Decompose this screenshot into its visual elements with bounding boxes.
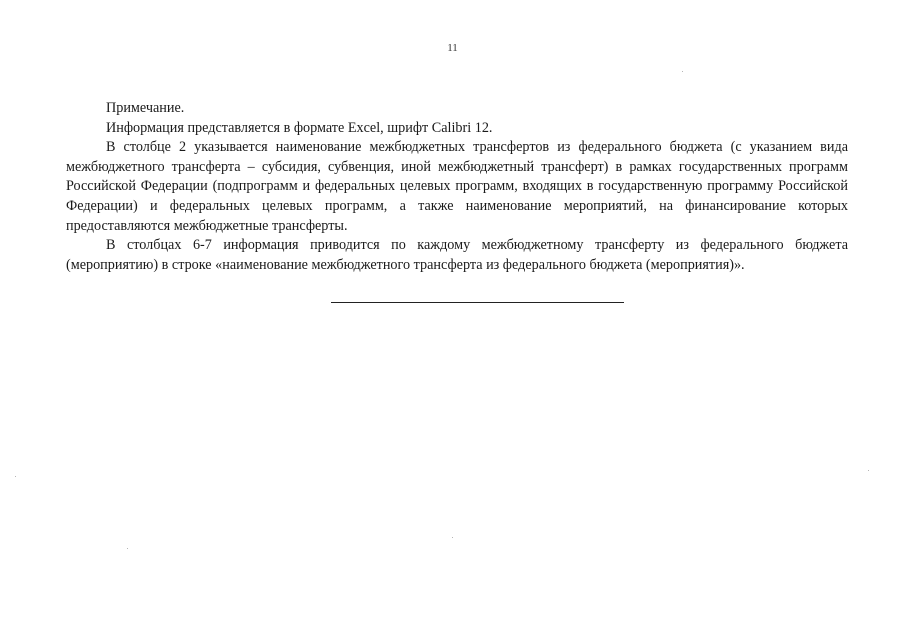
page-number: 11	[447, 42, 458, 54]
scan-speck	[868, 470, 869, 471]
scan-speck	[682, 71, 683, 72]
note-heading: Примечание.	[106, 100, 185, 116]
scan-speck	[452, 537, 453, 538]
scan-speck	[15, 476, 16, 477]
scan-speck	[127, 548, 128, 549]
note-paragraph-columns-6-7: В столбцах 6-7 информация приводится по каждому межбюджетному трансферту из федерального бюджета (мероприятию) в строке «наименование межбюджетного трансферта из федерального бюджета (мероприятия)».	[66, 237, 848, 273]
end-divider-line	[331, 302, 624, 303]
note-section	[66, 99, 848, 275]
note-paragraph-column-2: В столбце 2 указывается наименование межбюджетных трансфертов из федерального бюджета (с указанием вида межбюджетного трансферта – субсидия, субвенция, иной межбюджетный трансферт) в рамках государственных программ Российской Федерации (подпрограмм и федеральных целевых программ, входящих в государственную программу Российской Федерации) и федеральных целевых программ, а также наименование мероприятий, на финансирование которых предоставляются межбюджетные трансферты.	[66, 139, 848, 234]
note-paragraph-format: Информация представляется в формате Excel, шрифт Calibri 12.	[106, 119, 493, 136]
